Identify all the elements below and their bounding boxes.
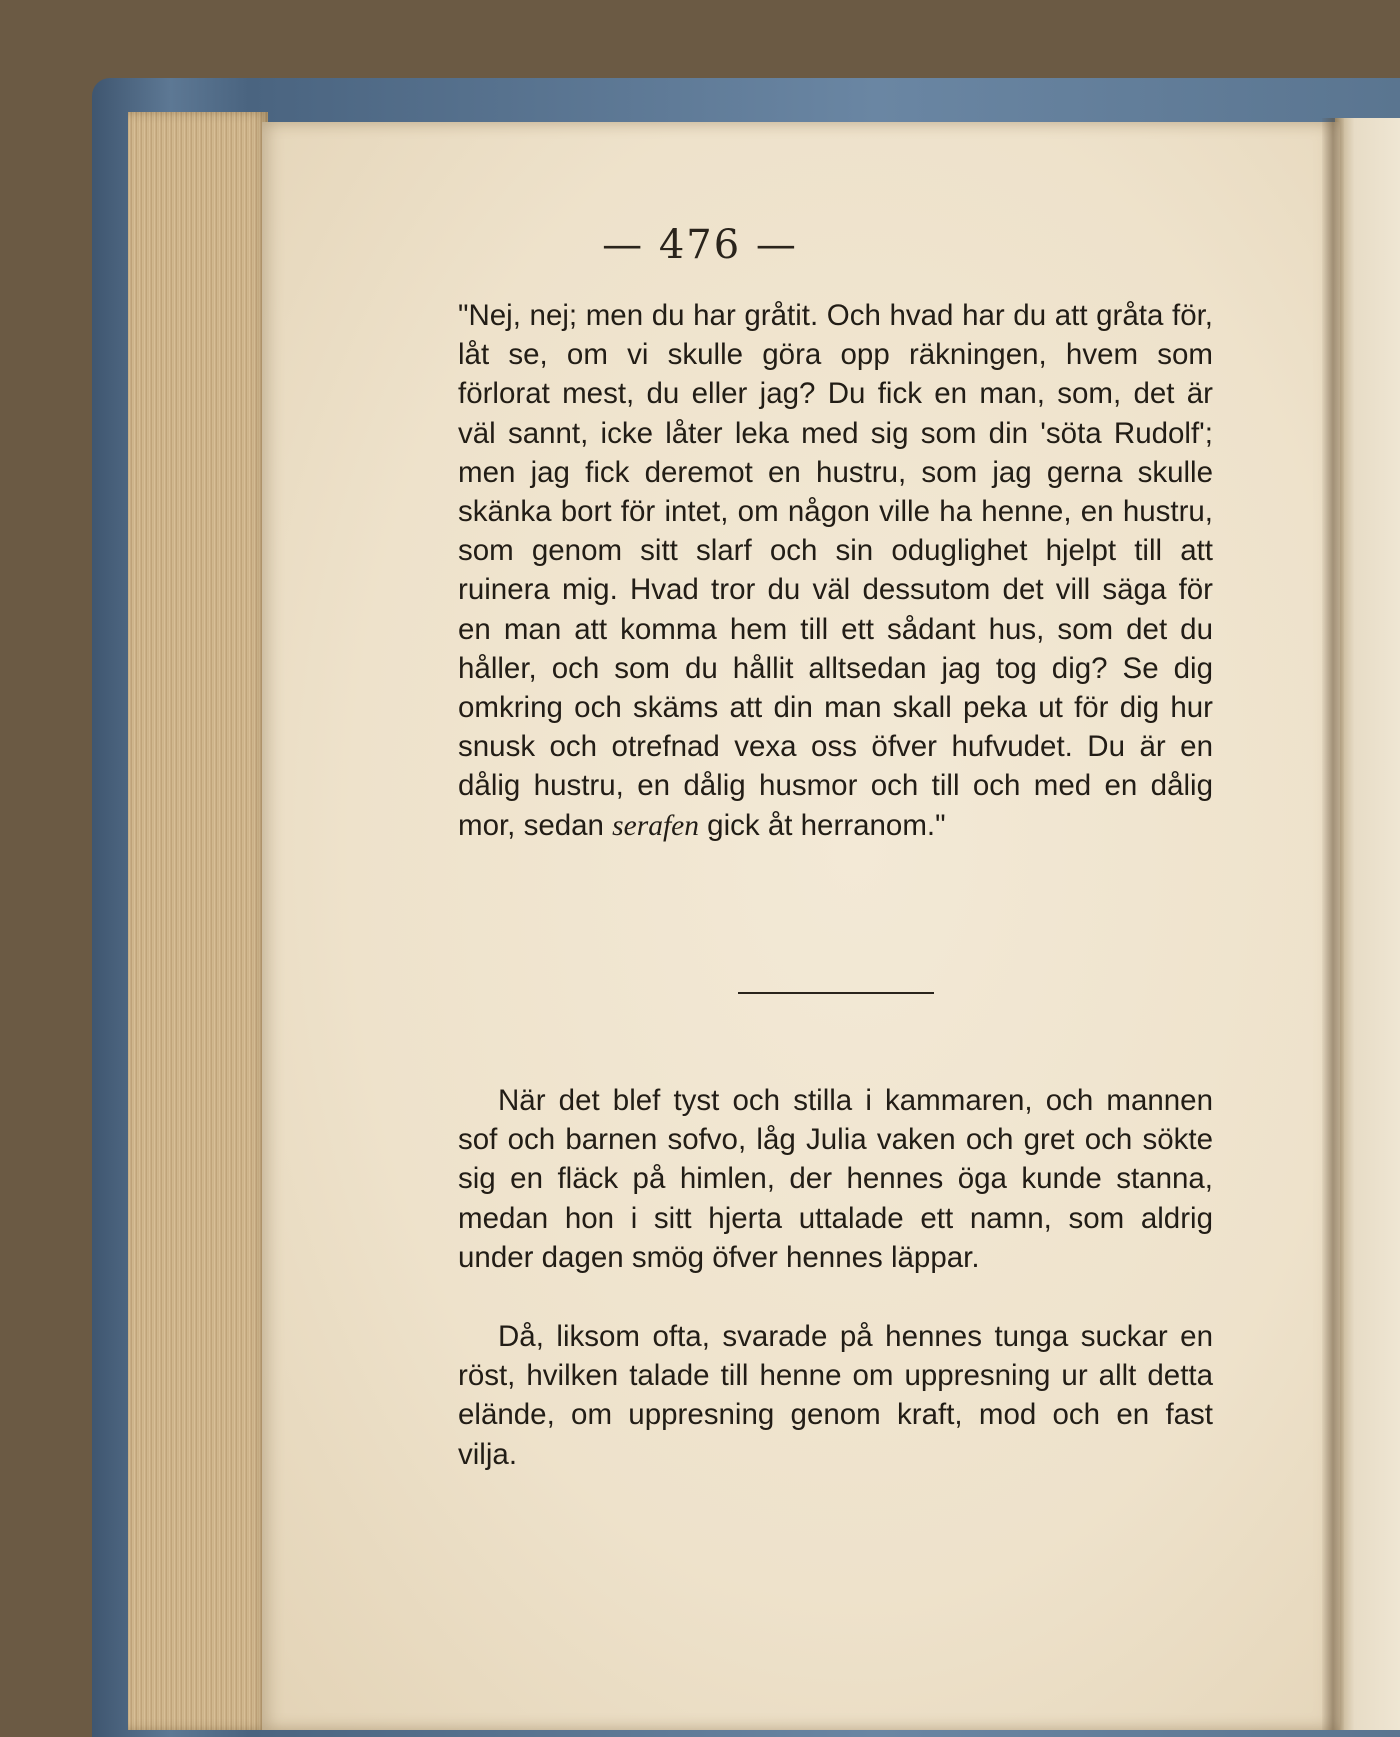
paragraph-3 xyxy=(458,1317,1213,1474)
section-divider xyxy=(738,992,934,994)
book-gutter xyxy=(1322,118,1344,1730)
paragraph-1 xyxy=(458,296,1213,846)
paragraph-text: Då, liksom ofta, svarade på hennes tunga suckar en röst, hvilken talade till henne om uppresning ur allt detta elände, om uppresning genom kraft, mod och en fast vilja. xyxy=(458,1320,1213,1471)
paragraph-1-main: "Nej, nej; men du har gråtit. Och hvad har du att gråta för, låt se, om vi skulle göra opp räkningen, hvem som förlorat mest, du eller jag? Du fick en man, som, det är väl sannt, icke låter leka med sig som din 'söta Rudolf'; men jag fick deremot en hustru, som jag gerna skulle skänka bort för intet, om någon ville ha henne, en hustru, som genom sitt slarf och sin oduglighet hjelpt till att ruinera mig. Hvad tror du väl dessutom det vill säga för en man att komma hem till ett sådant hus, som det du håller, och som du hållit alltsedan jag tog dig? Se dig omkring och skäms att din man skall peka ut för dig hur snusk och otrefnad vexa oss öfver hufvudet. Du är en dålig hustru, en dålig husmor och till och med en dålig mor, sedan xyxy=(458,299,1213,842)
italic-word: serafen xyxy=(612,809,699,842)
page-number: — 476 — xyxy=(602,222,798,268)
paragraph-text xyxy=(458,296,1213,846)
paragraph-text: När det blef tyst och stilla i kammaren, och mannen sof och barnen sofvo, låg Julia vaken och gret och sökte sig en fläck på himlen, der hennes öga kunde stanna, medan hon i sitt hjerta uttalade ett namn, som aldrig under dagen smög öfver hennes läppar. xyxy=(458,1084,1213,1274)
paragraph-2 xyxy=(458,1081,1213,1277)
paragraph-1-end: gick åt herranom." xyxy=(698,808,946,842)
facing-page xyxy=(1335,118,1400,1730)
page-edges xyxy=(128,112,268,1730)
